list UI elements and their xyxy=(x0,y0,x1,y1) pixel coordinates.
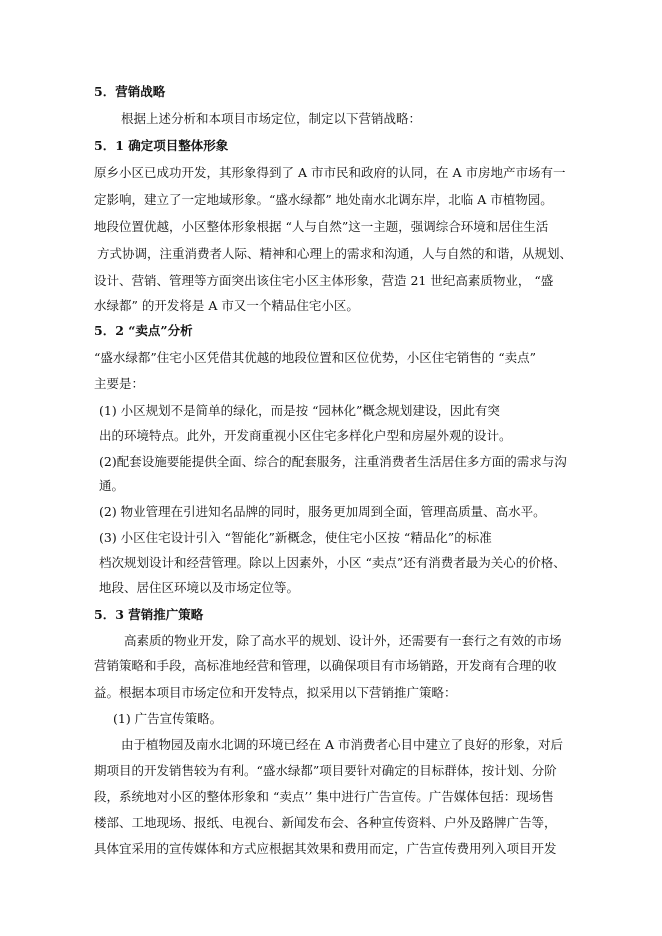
heading-5: 5．营销战略 xyxy=(94,84,166,99)
text-line: (3) 小区住宅设计引入 “智能化”新概念，使住宅小区按 “精品化”的标准 xyxy=(99,530,492,545)
text-line: 地段位置优越，小区整体形象根据 “人与自然”这一主题，强调综合环境和居住生活 xyxy=(94,219,549,234)
text-line: (1) 小区规划不是简单的绿化，而是按 “园林化”概念规划建设，因此有突 xyxy=(99,403,500,418)
text-line: 定影响，建立了一定地域形象。“盛水绿都” 地处南水北调东岸，北临 A 市植物园。 xyxy=(94,192,553,207)
text-line: (1) 广告宣传策略。 xyxy=(113,711,223,726)
text-line: 具体宜采用的宣传媒体和方式应根据其效果和费用而定，广告宣传费用列入项目开发 xyxy=(94,841,557,856)
text-line: 出的环境特点。此外，开发商重视小区住宅多样化户型和房屋外观的设计。 xyxy=(99,428,512,443)
text-line: 益。根据本项目市场定位和开发特点，拟采用以下营销推广策略： xyxy=(94,685,457,700)
text-line: 段，系统地对小区的整体形象和 “卖点’’ 集中进行广告宣传。广告媒体包括：现场售 xyxy=(94,789,554,804)
text-line: 高素质的物业开发，除了高水平的规划、设计外，还需要有一套行之有效的市场 xyxy=(124,633,562,648)
text-line: 期项目的开发销售较为有利。“盛水绿都”项目要针对确定的目标群体，按计划、分阶 xyxy=(94,763,557,778)
text-line: 通。 xyxy=(99,478,125,493)
text-line: 地段、居住区环境以及市场定位等。 xyxy=(99,580,300,595)
text-line: 档次规划设计和经营管理。除以上因素外，小区 “卖点”还有消费者最为关心的价格、 xyxy=(99,555,566,570)
intro-line: 根据上述分析和本项目市场定位，制定以下营销战略： xyxy=(121,111,422,126)
text-line: 方式协调，注重消费者人际、精神和心理上的需求和沟通，人与自然的和谐，从规划、 xyxy=(97,246,573,261)
text-line: 由于植物园及南水北调的环境已经在 A 市消费者心目中建立了良好的形象，对后 xyxy=(121,737,563,752)
text-line: 营销策略和手段，高标准地经营和管理，以确保项目有市场销路，开发商有合理的收 xyxy=(94,658,557,673)
text-line: “盛水绿都”住宅小区凭借其优越的地段位置和区位优势，小区住宅销售的 “卖点” xyxy=(94,350,537,365)
heading-5-3: 5．3 营销推广策略 xyxy=(94,607,204,622)
text-line: (2)配套设施要能提供全面、综合的配套服务，注重消费者生活居住多方面的需求与沟 xyxy=(99,454,567,469)
text-line: (2) 物业管理在引进知名品牌的同时，服务更加周到全面，管理高质量、高水平。 xyxy=(99,504,546,519)
text-line: 设计、营销、管理等方面突出该住宅小区主体形象，营造 21 世纪高素质物业， “盛 xyxy=(94,273,554,288)
heading-5-2: 5．2 “卖点”分析 xyxy=(94,323,193,338)
text-line: 原乡小区已成功开发，其形象得到了 A 市市民和政府的认同，在 A 市房地产市场有一 xyxy=(94,165,566,180)
text-line: 楼部、工地现场、报纸、电视台、新闻发布会、各种宣传资料、户外及路牌广告等， xyxy=(94,815,557,830)
heading-5-1: 5．1 确定项目整体形象 xyxy=(94,138,229,153)
text-line: 主要是： xyxy=(94,376,145,391)
text-line: 水绿都” 的开发将是 A 市又一个精品住宅小区。 xyxy=(94,298,359,313)
